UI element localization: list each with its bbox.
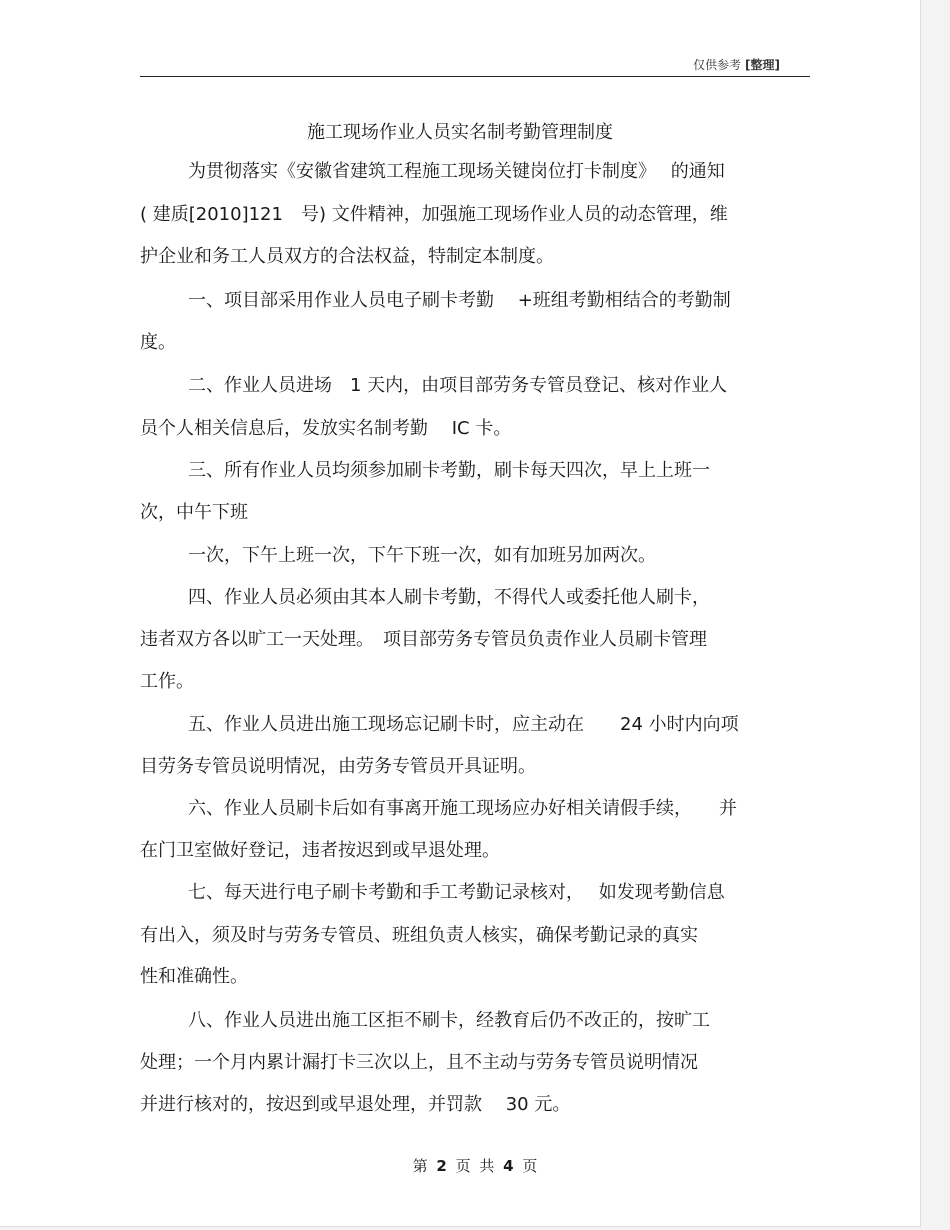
body-line: 在门卫室做好登记，违者按迟到或早退处理。	[140, 840, 500, 861]
header-note	[693, 56, 780, 73]
body-line: 七、每天进行电子刷卡考勤和手工考勤记录核对， 如发现考勤信息	[188, 882, 725, 903]
footer-page-number: 2	[436, 1157, 447, 1175]
header-note-text: 仅供参考	[693, 58, 742, 72]
body-line: 性和准确性。	[140, 966, 248, 987]
body-line: 二、作业人员进场 1 天内，由项目部劳务专管员登记、核对作业人	[188, 375, 728, 396]
body-line: 护企业和务工人员双方的合法权益，特制定本制度。	[140, 246, 554, 267]
header-rule	[140, 76, 810, 77]
page-footer	[0, 1155, 950, 1176]
body-line: 四、作业人员必须由其本人刷卡考勤，不得代人或委托他人刷卡，	[188, 587, 710, 608]
body-line: 一、项目部采用作业人员电子刷卡考勤 +班组考勤相结合的考勤制	[188, 290, 731, 311]
body-line: 目劳务专管员说明情况，由劳务专管员开具证明。	[140, 756, 536, 777]
body-line: 八、作业人员进出施工区拒不刷卡，经教育后仍不改正的，按旷工	[188, 1010, 710, 1031]
footer-prefix: 第	[412, 1157, 428, 1175]
body-line: ( 建质[2010]121 号) 文件精神，加强施工现场作业人员的动态管理，维	[140, 204, 728, 225]
footer-suffix: 页	[522, 1157, 538, 1175]
body-line: 有出入，须及时与劳务专管员、班组负责人核实，确保考勤记录的真实	[140, 925, 698, 946]
body-line: 违者双方各以旷工一天处理。 项目部劳务专管员负责作业人员刷卡管理	[140, 629, 707, 650]
header-note-tag: [整理]	[745, 58, 780, 72]
body-line: 六、作业人员刷卡后如有事离开施工现场应办好相关请假手续， 并	[188, 798, 737, 819]
body-line: 度。	[140, 332, 176, 353]
footer-middle: 页 共	[455, 1157, 495, 1175]
body-line: 处理；一个月内累计漏打卡三次以上，且不主动与劳务专管员说明情况	[140, 1052, 698, 1073]
body-line: 工作。	[140, 671, 194, 692]
document-title: 施工现场作业人员实名制考勤管理制度	[307, 122, 613, 143]
body-line: 次，中午下班	[140, 502, 248, 523]
body-line: 三、所有作业人员均须参加刷卡考勤，刷卡每天四次，早上上班一	[188, 460, 710, 481]
footer-total-pages: 4	[503, 1157, 514, 1175]
body-line: 并进行核对的，按迟到或早退处理，并罚款 30 元。	[140, 1094, 571, 1115]
body-line: 为贯彻落实《安徽省建筑工程施工现场关键岗位打卡制度》 的通知	[188, 161, 725, 182]
body-line: 一次，下午上班一次，下午下班一次，如有加班另加两次。	[188, 545, 656, 566]
body-line: 员个人相关信息后，发放实名制考勤 IC 卡。	[140, 418, 512, 439]
body-line: 五、作业人员进出施工现场忘记刷卡时，应主动在 24 小时内向项	[188, 714, 739, 735]
